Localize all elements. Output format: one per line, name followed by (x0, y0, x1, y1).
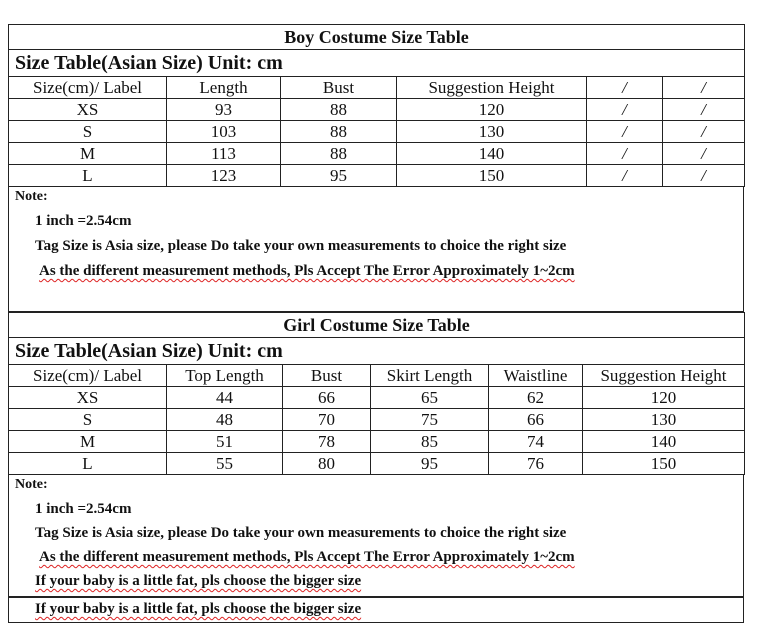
table-cell: S (9, 121, 167, 143)
table-cell: L (9, 165, 167, 187)
table-cell: / (663, 165, 745, 187)
column-header: Suggestion Height (397, 77, 587, 99)
table-cell: S (9, 409, 167, 431)
table-cell: 85 (371, 431, 489, 453)
table-cell: 103 (167, 121, 281, 143)
column-header: Suggestion Height (583, 365, 745, 387)
table-cell: 66 (489, 409, 583, 431)
column-header: Waistline (489, 365, 583, 387)
table-cell: 51 (167, 431, 283, 453)
table-row (9, 453, 745, 475)
table-cell: M (9, 431, 167, 453)
table-row (9, 387, 745, 409)
table-cell: 140 (583, 431, 745, 453)
table-cell: / (663, 99, 745, 121)
table-row (9, 165, 745, 187)
note-label: Note: (15, 477, 48, 492)
table-cell: / (663, 121, 745, 143)
column-header: Size(cm)/ Label (9, 77, 167, 99)
table-cell: / (587, 99, 663, 121)
table-cell: 93 (167, 99, 281, 121)
note-label: Note: (15, 189, 48, 204)
table-cell: 74 (489, 431, 583, 453)
note-line: 1 inch =2.54cm (35, 213, 132, 229)
girl-size-table (8, 312, 745, 475)
girl-table-title: Girl Costume Size Table (9, 313, 745, 338)
table-row (9, 143, 745, 165)
girl-table-heading: Size Table(Asian Size) Unit: cm (9, 338, 745, 365)
girl-notes (8, 475, 744, 597)
note-line: If your baby is a little fat, pls choose the bigger size (35, 601, 362, 617)
boy-table-title: Boy Costume Size Table (9, 25, 745, 50)
table-cell: M (9, 143, 167, 165)
table-cell: 65 (371, 387, 489, 409)
boy-header-row (9, 77, 745, 99)
column-header: Skirt Length (371, 365, 489, 387)
table-row (9, 409, 745, 431)
column-header: Top Length (167, 365, 283, 387)
note-line: As the different measurement methods, Pls Accept The Error Approximately 1~2cm (39, 549, 575, 565)
table-cell: / (587, 143, 663, 165)
table-cell: 78 (283, 431, 371, 453)
boy-notes (8, 187, 744, 312)
table-cell: 130 (397, 121, 587, 143)
table-cell: 44 (167, 387, 283, 409)
column-header: Size(cm)/ Label (9, 365, 167, 387)
table-row (9, 99, 745, 121)
table-cell: 120 (583, 387, 745, 409)
boy-table-heading: Size Table(Asian Size) Unit: cm (9, 50, 745, 77)
note-line: Tag Size is Asia size, please Do take your own measurements to choice the right size (35, 525, 567, 541)
table-row (9, 431, 745, 453)
table-cell: 140 (397, 143, 587, 165)
table-cell: 55 (167, 453, 283, 475)
girl-final-note (8, 597, 744, 623)
table-cell: 62 (489, 387, 583, 409)
table-cell: 88 (281, 99, 397, 121)
table-row (9, 121, 745, 143)
table-cell: 95 (281, 165, 397, 187)
table-cell: 130 (583, 409, 745, 431)
table-cell: 88 (281, 121, 397, 143)
table-cell: 75 (371, 409, 489, 431)
column-header: / (663, 77, 745, 99)
note-line: 1 inch =2.54cm (35, 501, 132, 517)
table-cell: / (587, 165, 663, 187)
table-cell: 88 (281, 143, 397, 165)
table-cell: 76 (489, 453, 583, 475)
table-cell: 120 (397, 99, 587, 121)
table-cell: 95 (371, 453, 489, 475)
table-cell: / (587, 121, 663, 143)
table-cell: 113 (167, 143, 281, 165)
column-header: Bust (283, 365, 371, 387)
column-header: Bust (281, 77, 397, 99)
table-cell: 48 (167, 409, 283, 431)
size-chart (8, 24, 744, 623)
table-cell: XS (9, 99, 167, 121)
table-cell: 80 (283, 453, 371, 475)
note-line: Tag Size is Asia size, please Do take your own measurements to choice the right size (35, 238, 567, 254)
table-cell: / (663, 143, 745, 165)
girl-header-row (9, 365, 745, 387)
table-cell: 70 (283, 409, 371, 431)
table-cell: 66 (283, 387, 371, 409)
table-cell: 123 (167, 165, 281, 187)
column-header: Length (167, 77, 281, 99)
note-line: As the different measurement methods, Pls Accept The Error Approximately 1~2cm (39, 263, 575, 279)
note-line: If your baby is a little fat, pls choose the bigger size (35, 573, 362, 589)
table-cell: XS (9, 387, 167, 409)
table-cell: 150 (583, 453, 745, 475)
table-cell: L (9, 453, 167, 475)
table-cell: 150 (397, 165, 587, 187)
column-header: / (587, 77, 663, 99)
boy-size-table (8, 24, 745, 187)
